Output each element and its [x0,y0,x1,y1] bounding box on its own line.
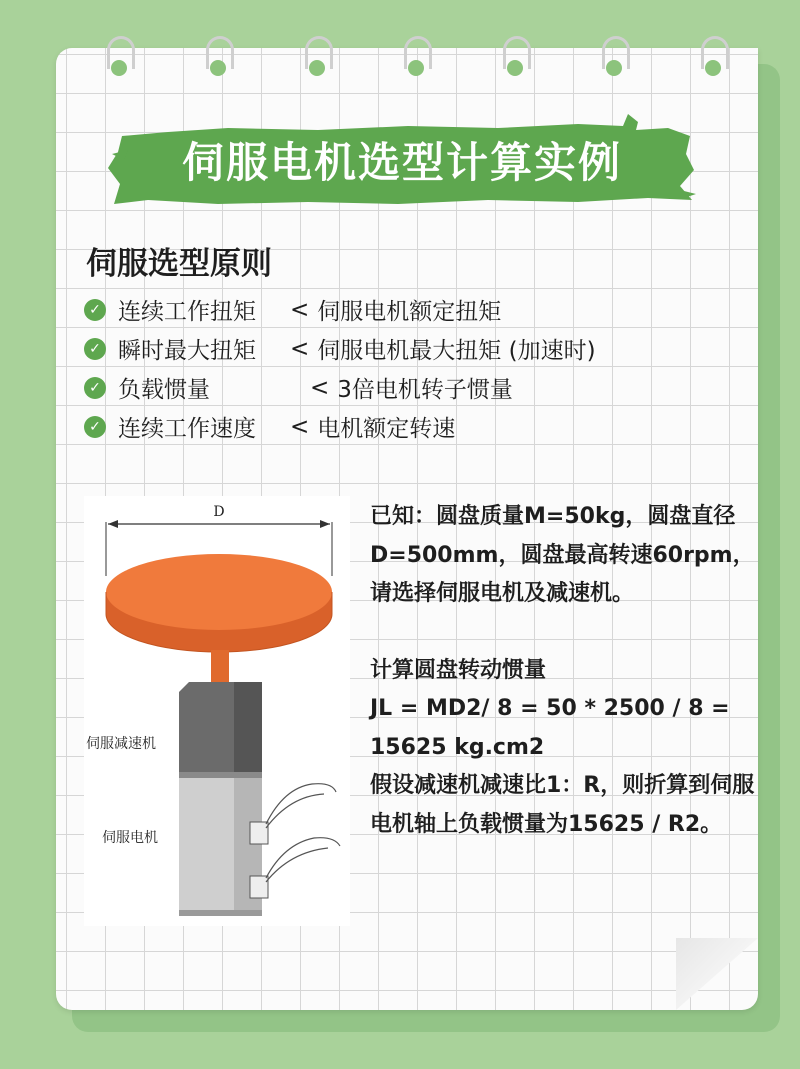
principle-right: 伺服电机额定扭矩 [317,299,502,325]
binder-ring [403,36,429,80]
principle-right: 伺服电机最大扭矩 (加速时) [317,338,596,364]
principle-row [84,329,596,368]
page-title: 伺服电机选型计算实例 [181,138,622,187]
binder-ring [700,36,726,80]
binder-ring [502,36,528,80]
known-conditions [370,498,762,844]
principle-right: 3倍电机转子惯量 [337,377,513,403]
motor-label: 伺服电机 [102,830,158,846]
principle-operator: < [290,335,310,362]
arrow-left-icon [108,520,118,528]
arrow-right-icon [320,520,330,528]
dimension-label: D [213,504,225,520]
principle-right: 电机额定转速 [317,416,456,442]
binder-ring [205,36,231,80]
servo-disc-diagram [84,496,350,926]
assumption-text: 假设减速机减速比1：R，则折算到伺服电机轴上负载惯量为15625 / R2。 [370,773,755,837]
principles-list [84,290,596,446]
principle-left: 负载惯量 [118,377,210,403]
principle-row [84,407,596,446]
principle-row [84,368,596,407]
binder-ring [106,36,132,80]
principle-left: 连续工作扭矩 [118,299,256,325]
binder-ring [601,36,627,80]
principle-operator: < [290,296,310,323]
shaft [211,650,229,682]
cable [266,838,340,878]
principle-operator: < [310,374,330,401]
principle-left: 连续工作速度 [118,416,256,442]
principle-row [84,290,596,329]
section-heading: 伺服选型原则 [86,246,272,282]
disc-top [106,554,332,630]
check-circle-icon: ✓ [84,338,106,360]
binder-ring [304,36,330,80]
cable [266,784,336,824]
principle-left: 瞬时最大扭矩 [118,338,256,364]
check-circle-icon: ✓ [84,299,106,321]
calc-title: 计算圆盘转动惯量 [370,657,547,683]
formula-text: JL = MD2/ 8 = 50 * 2500 / 8 = 15625 kg.cm2 [370,696,730,760]
check-circle-icon: ✓ [84,377,106,399]
reducer-label: 伺服减速机 [86,736,156,752]
connector [250,876,268,898]
connector [250,822,268,844]
principle-operator: < [290,413,310,440]
check-circle-icon: ✓ [84,416,106,438]
given-text: 已知：圆盘质量M=50kg，圆盘直径D=500mm，圆盘最高转速60rpm，请选择伺服电机及减速机。 [370,504,755,606]
